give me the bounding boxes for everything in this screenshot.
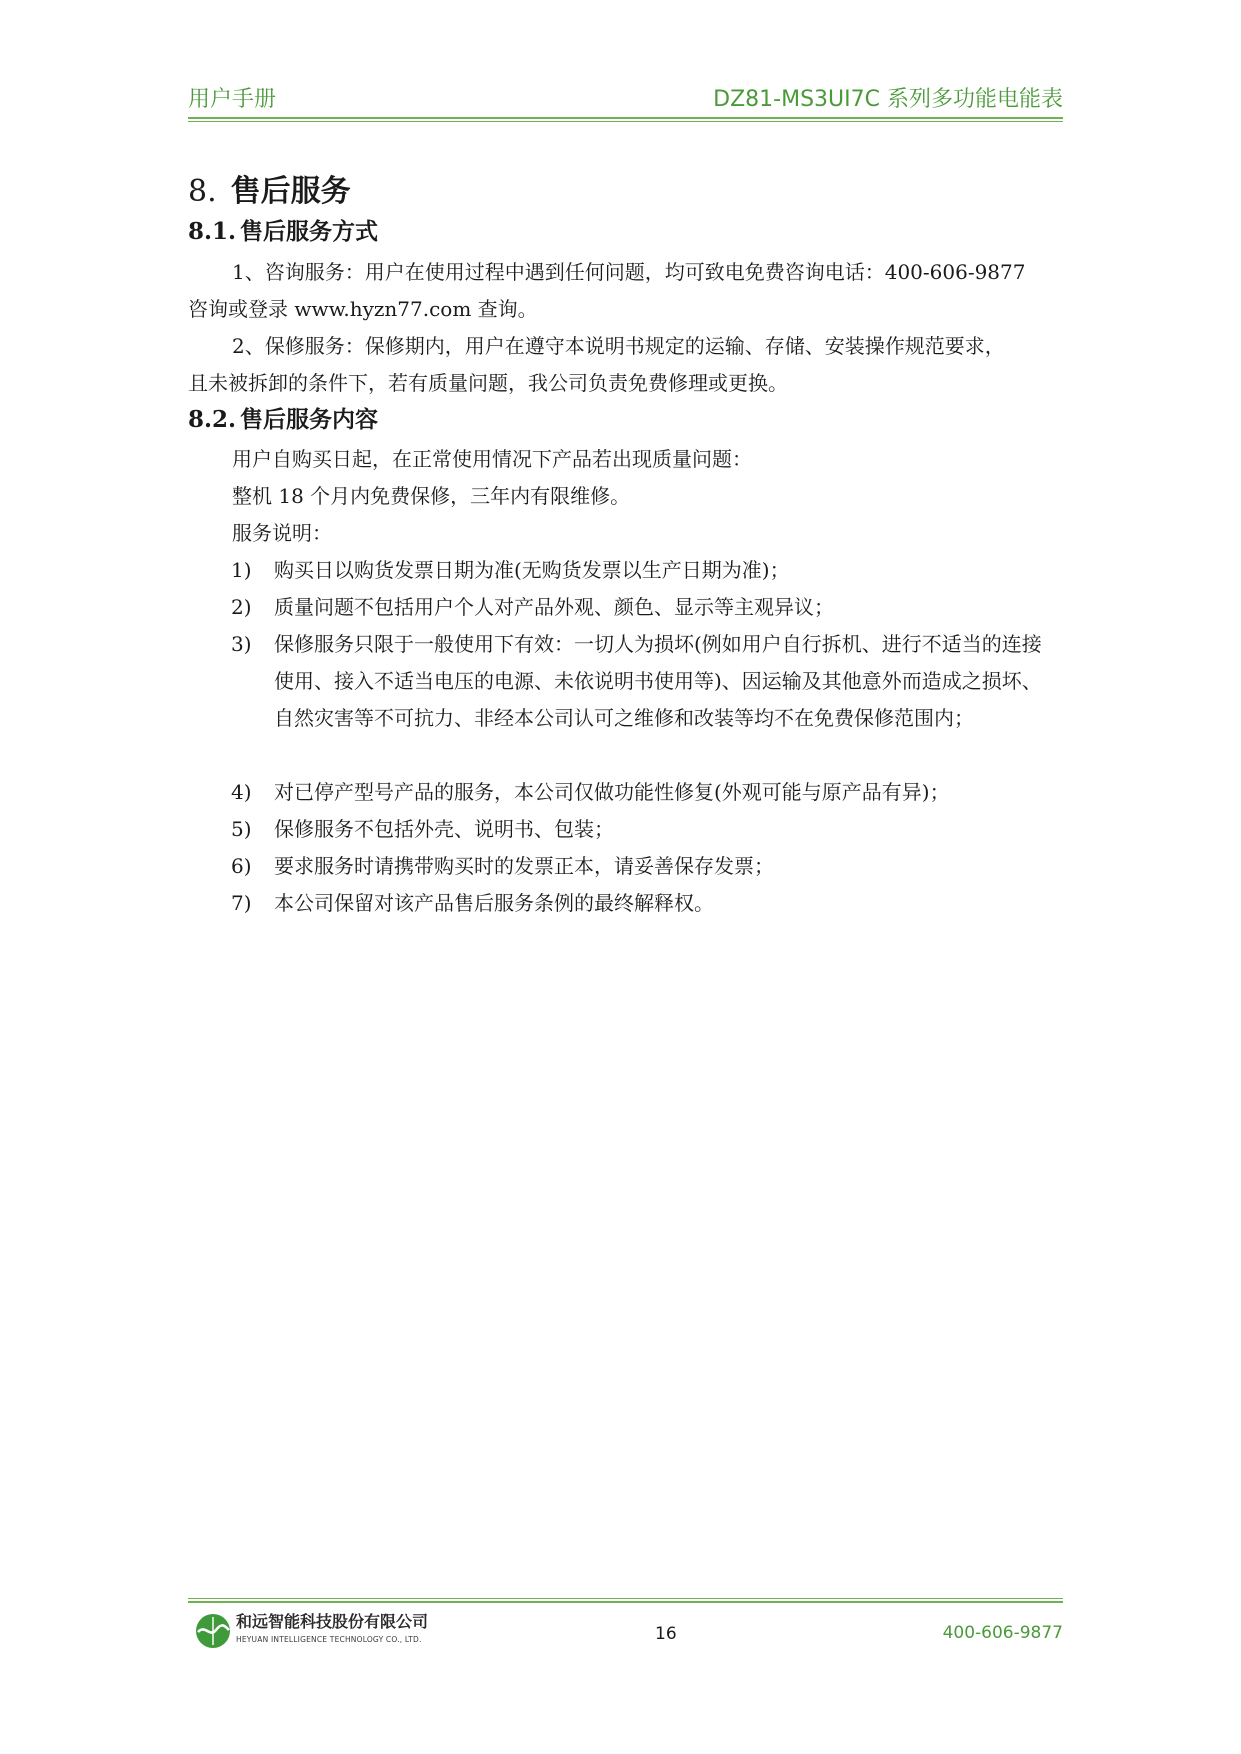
section-title: 售后服务 (230, 174, 351, 209)
list-item-number: 6) (231, 854, 252, 878)
list-item-text: 保修服务不包括外壳、说明书、包装； (274, 817, 614, 841)
header-rule (188, 117, 1063, 119)
list-item-number: 7) (231, 891, 252, 915)
paragraph-consult-line2: 咨询或登录 www.hyzn77.com 查询。 (188, 297, 538, 321)
paragraph-intro-3: 服务说明： (232, 521, 332, 545)
subsection-title: 售后服务内容 (240, 407, 379, 433)
list-item (231, 774, 1061, 811)
paragraph-warranty-line1: 2、保修服务：保修期内，用户在遵守本说明书规定的运输、存储、安装操作规范要求， (232, 334, 1005, 358)
section-number: 8. (188, 174, 217, 209)
subsection-number: 8.1. (188, 218, 237, 245)
list-item (231, 552, 1061, 589)
header-rule-thin (188, 121, 1063, 122)
list-item-number: 3) (231, 632, 252, 656)
list-item-text: 购买日以购货发票日期为准(无购货发票以生产日期为准)； (274, 558, 790, 582)
page-number: 16 (655, 1624, 677, 1644)
subsection-heading-8-2 (188, 405, 378, 435)
list-item (231, 848, 1061, 885)
subsection-title: 售后服务方式 (240, 219, 379, 245)
list-item (231, 626, 1061, 737)
list-item-text: 质量问题不包括用户个人对产品外观、颜色、显示等主观异议； (274, 595, 834, 619)
subsection-number: 8.2. (188, 406, 237, 433)
list-item-number: 2) (231, 595, 252, 619)
list-item-text: 要求服务时请携带购买时的发票正本，请妥善保存发票； (274, 854, 774, 878)
list-item-number: 1) (231, 558, 252, 582)
list-item-text: 保修服务只限于一般使用下有效：一切人为损坏(例如用户自行拆机、进行不适当的连接使用、接入不适当电压的电源、未依说明书使用等)、因运输及其他意外而造成之损坏、自然灾害等不可抗力、非经本公司认可之维修和改装等均不在免费保修范围内； (274, 632, 1042, 730)
header-manual-title: 用户手册 (188, 87, 277, 112)
footer-rule-thin (188, 1598, 1063, 1599)
footer-rule (188, 1601, 1063, 1603)
list-item (231, 589, 1061, 626)
paragraph-warranty-line2: 且未被拆卸的条件下，若有质量问题，我公司负责免费修理或更换。 (188, 371, 788, 395)
company-logo-icon (195, 1613, 231, 1649)
company-name-cn: 和远智能科技股份有限公司 (236, 1612, 429, 1631)
list-item-number: 5) (231, 817, 252, 841)
paragraph-intro-1: 用户自购买日起，在正常使用情况下产品若出现质量问题： (232, 447, 752, 471)
header-product-title: DZ81-MS3UI7C 系列多功能电能表 (713, 87, 1063, 112)
paragraph-consult-line1: 1、咨询服务：用户在使用过程中遇到任何问题，均可致电免费咨询电话：400-606-9877 (232, 260, 1026, 284)
paragraph-intro-2: 整机 18 个月内免费保修，三年内有限维修。 (232, 484, 631, 508)
list-item (231, 885, 1061, 922)
list-item-number: 4) (231, 780, 252, 804)
list-item-text: 本公司保留对该产品售后服务条例的最终解释权。 (274, 891, 714, 915)
company-name-en: HEYUAN INTELLIGENCE TECHNOLOGY CO., LTD. (236, 1635, 422, 1644)
subsection-heading-8-1 (188, 217, 378, 247)
list-item (231, 811, 1061, 848)
list-item-text: 对已停产型号产品的服务，本公司仅做功能性修复(外观可能与原产品有异)； (274, 780, 950, 804)
footer-phone: 400-606-9877 (942, 1623, 1063, 1643)
section-heading (188, 172, 351, 212)
